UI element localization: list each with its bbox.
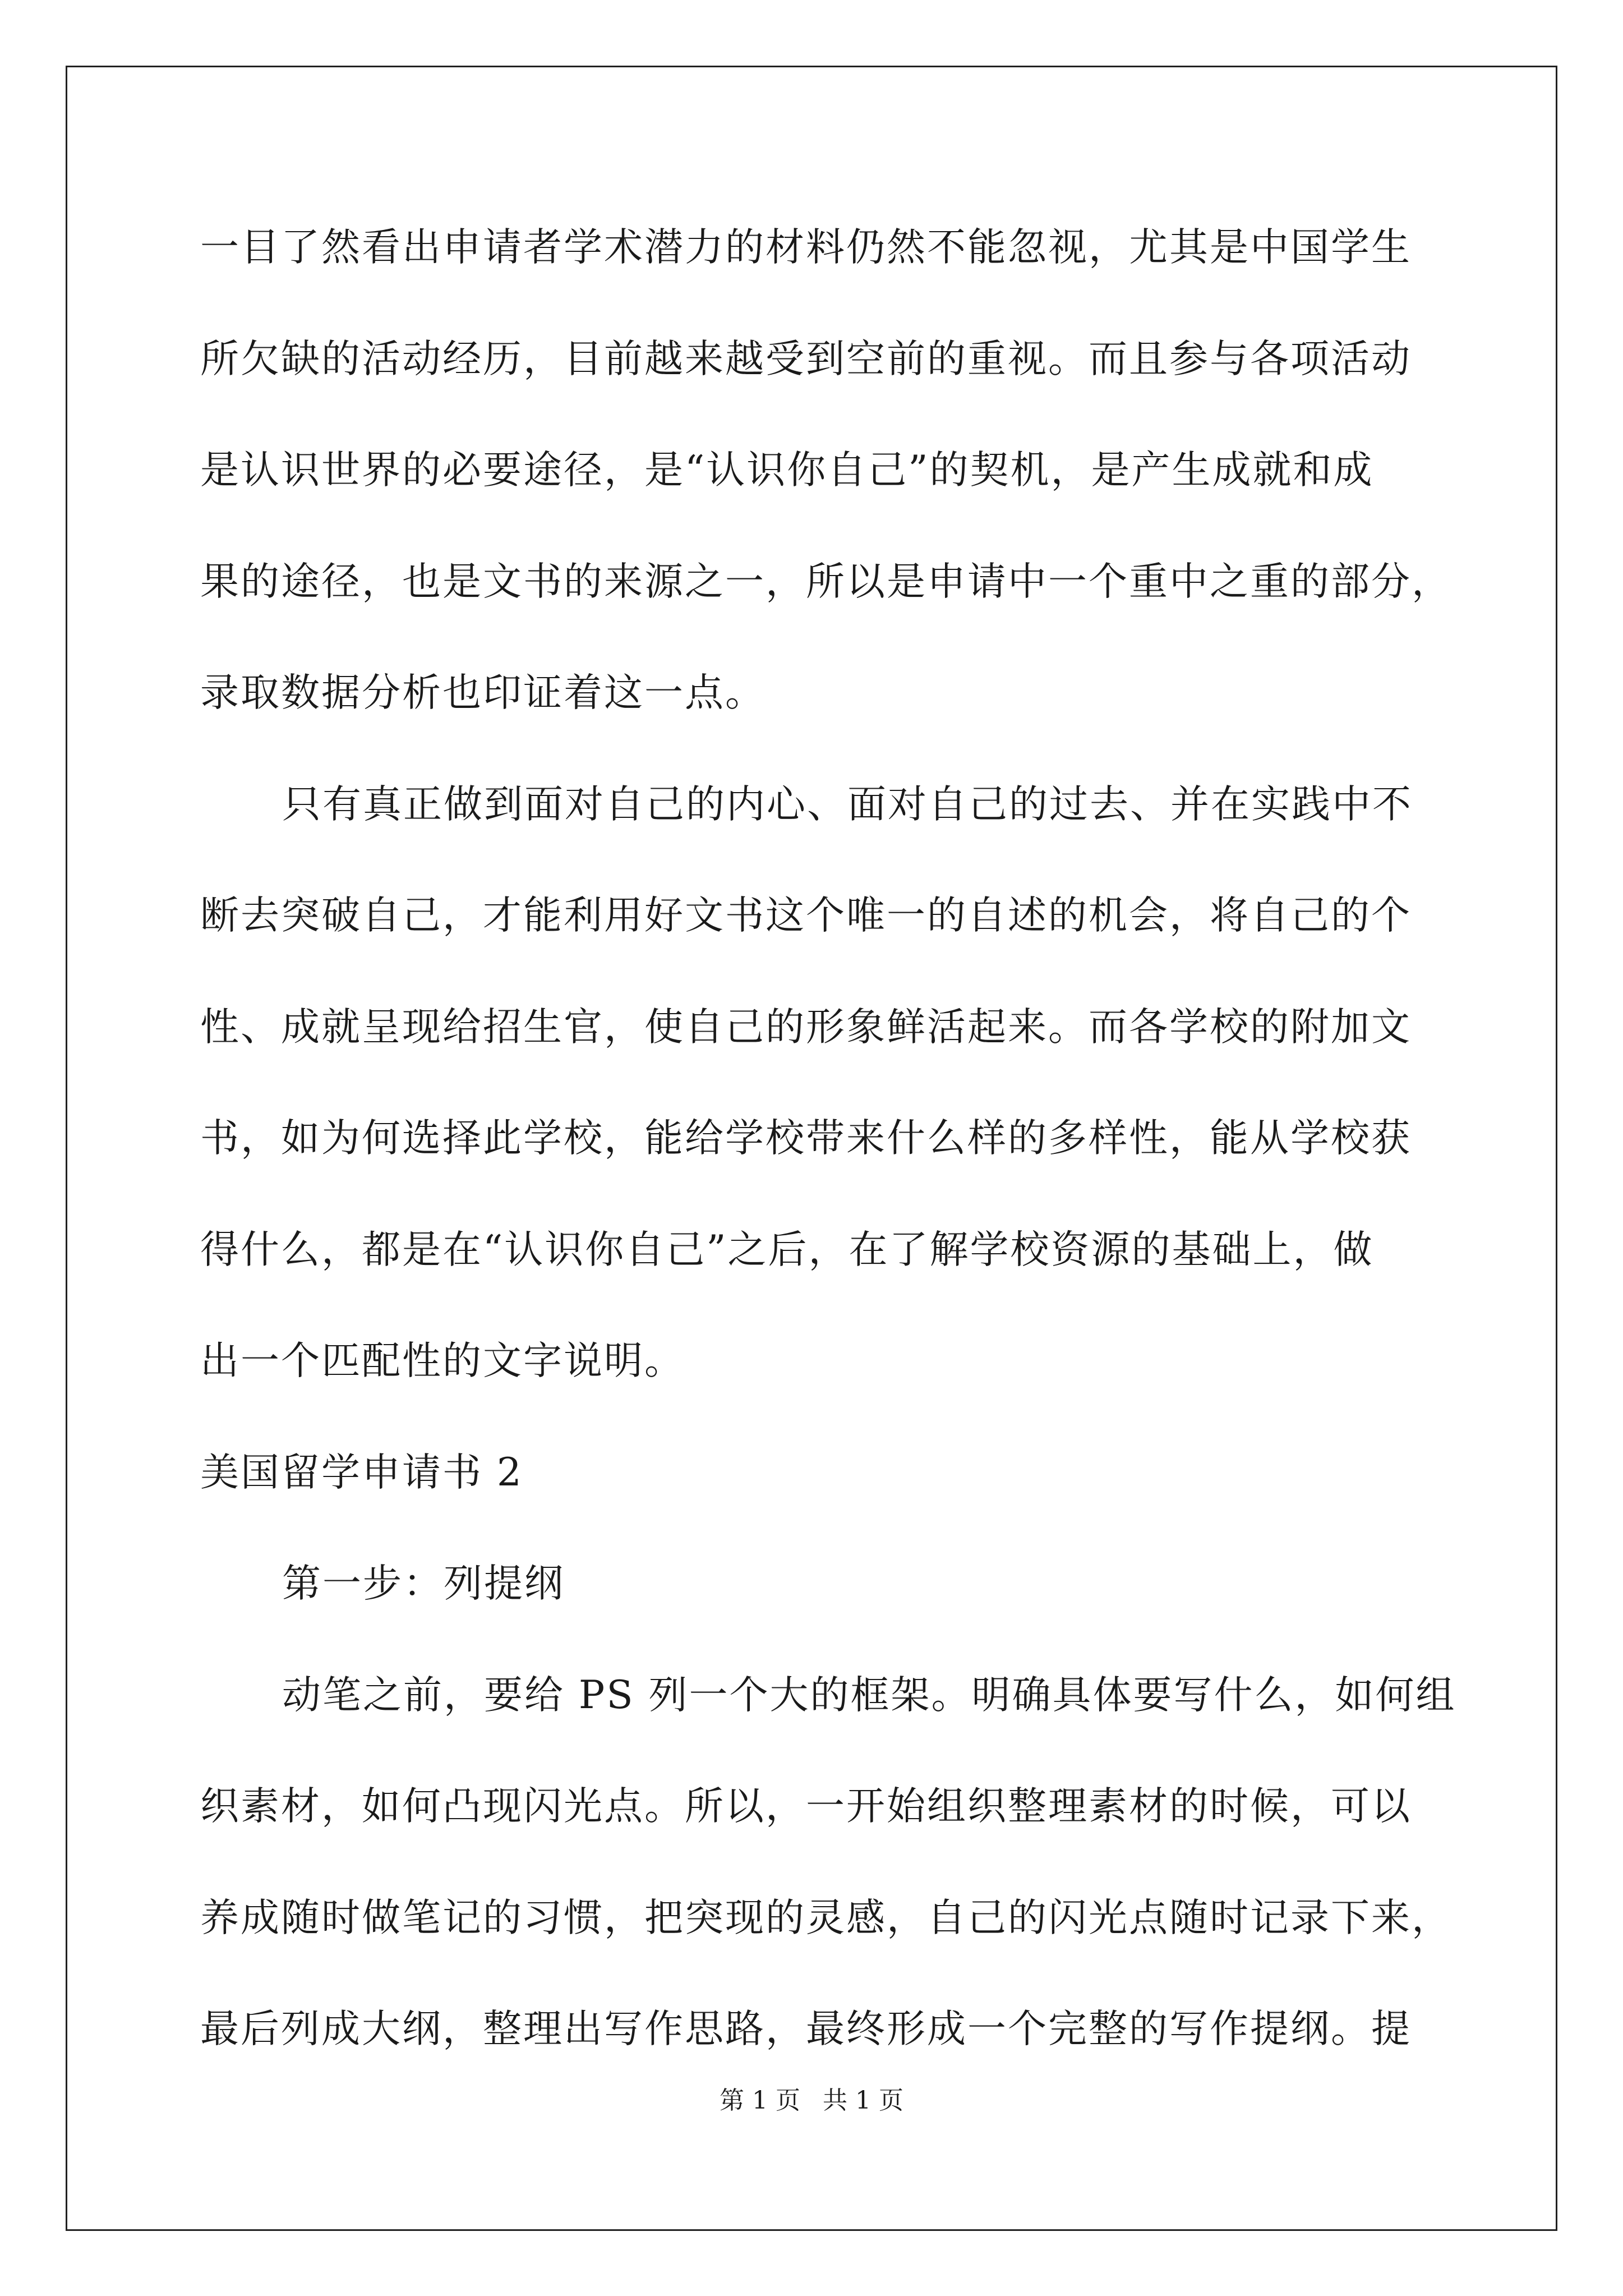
paragraph-line: 断去突破自己，才能利用好文书这个唯一的自述的机会，将自己的个 (200, 893, 1412, 938)
paragraph-line: 是认识世界的必要途径，是“认识你自己”的契机，是产生成就和成 (200, 448, 1374, 493)
paragraph-line: 只有真正做到面对自己的内心、面对自己的过去、并在实践中不 (282, 782, 1413, 827)
paragraph-line: 最后列成大纲，整理出写作思路，最终形成一个完整的写作提纲。提 (200, 2007, 1412, 2051)
paragraph-line: 得什么，都是在“认识你自己”之后，在了解学校资源的基础上，做 (200, 1227, 1374, 1272)
paragraph-line: 性、成就呈现给招生官，使自己的形象鲜活起来。而各学校的附加文 (200, 1005, 1412, 1050)
paragraph-line: 录取数据分析也印证着这一点。 (200, 670, 766, 715)
page-number: 第 1 页 (720, 2086, 800, 2115)
paragraph-line: 动笔之前，要给 PS 列一个大的框架。明确具体要写什么，如何组 (282, 1673, 1456, 1718)
page-total: 共 1 页 (823, 2086, 903, 2115)
paragraph-line: 所欠缺的活动经历，目前越来越受到空前的重视。而且参与各项活动 (200, 337, 1412, 381)
step-heading: 第一步：列提纲 (282, 1561, 565, 1606)
section-heading: 美国留学申请书 2 (200, 1450, 523, 1495)
page-footer (0, 2084, 1623, 2118)
paragraph-line: 果的途径，也是文书的来源之一，所以是申请中一个重中之重的部分， (200, 559, 1452, 604)
paragraph-line: 织素材，如何凸现闪光点。所以，一开始组织整理素材的时候，可以 (200, 1784, 1412, 1829)
paragraph-line: 出一个匹配性的文字说明。 (200, 1338, 685, 1383)
paragraph-line: 一目了然看出申请者学术潜力的材料仍然不能忽视，尤其是中国学生 (200, 225, 1412, 270)
paragraph-line: 养成随时做笔记的习惯，把突现的灵感，自己的闪光点随时记录下来， (200, 1895, 1452, 1940)
paragraph-line: 书，如为何选择此学校，能给学校带来什么样的多样性，能从学校获 (200, 1116, 1412, 1161)
